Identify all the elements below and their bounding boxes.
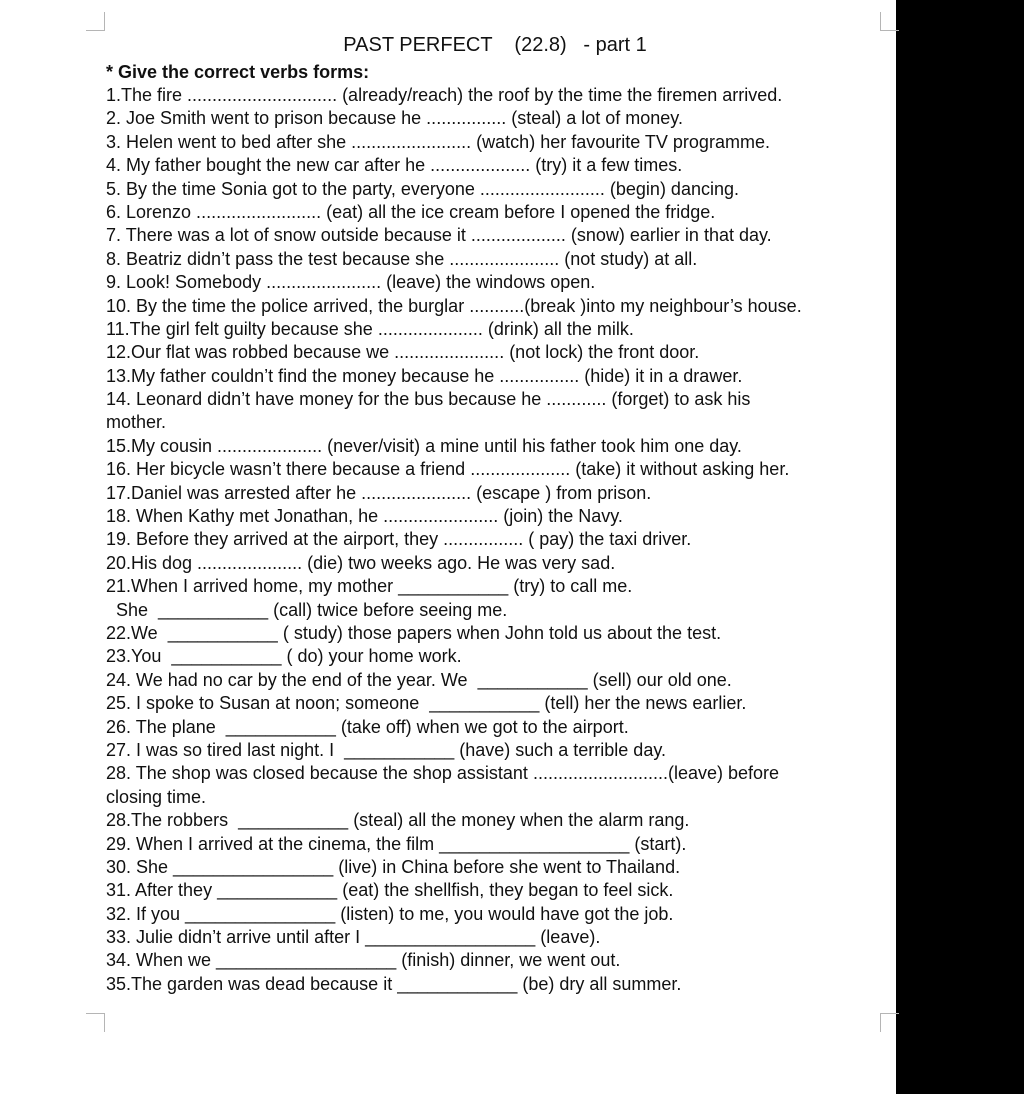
crop-mark-top-right (880, 12, 899, 31)
crop-mark-bottom-right (880, 1013, 899, 1032)
crop-mark-bottom-left (86, 1013, 105, 1032)
exercise-line: 24. We had no car by the end of the year. We ___________ (sell) our old one. (106, 669, 732, 690)
exercise-line: 8. Beatriz didn’t pass the test because she ...................... (not study) at all. (106, 248, 698, 269)
exercise-line: 30. She ________________ (live) in China before she went to Thailand. (106, 856, 681, 877)
exercise-line: 33. Julie didn’t arrive until after I _________________ (leave). (106, 927, 601, 948)
exercise-line: 1.The fire .............................. (already/reach) the roof by the time the firemen arrived. (106, 85, 783, 105)
exercise-line: 31. After they ____________ (eat) the shellfish, they began to feel sick. (106, 880, 674, 901)
exercise-line: 16. Her bicycle wasn’t there because a friend .................... (take) it without asking her. (106, 459, 790, 480)
exercise-line: 13.My father couldn’t find the money because he ................ (hide) it in a drawer. (106, 365, 743, 386)
exercise-line: 3. Helen went to bed after she ........................ (watch) her favourite TV programme. (106, 131, 770, 152)
exercise-line: closing time. (106, 786, 207, 807)
exercise-line: 34. When we __________________ (finish) dinner, we went out. (106, 950, 621, 971)
exercise-line: 4. My father bought the new car after he .................... (try) it a few times. (106, 155, 683, 176)
exercise-line: 5. By the time Sonia got to the party, everyone ......................... (begin) dancing. (106, 178, 739, 199)
exercise-line: 19. Before they arrived at the airport, they ................ ( pay) the taxi driver. (106, 529, 692, 550)
black-edge-band (896, 0, 1024, 1094)
exercise-line: 17.Daniel was arrested after he ...................... (escape ) from prison. (106, 482, 652, 503)
exercise-line: 7. There was a lot of snow outside because it ................... (snow) earlier in that day. (106, 225, 772, 246)
exercise-line: 26. The plane ___________ (take off) when we got to the airport. (106, 716, 629, 737)
exercise-line: 28. The shop was closed because the shop assistant ...........................(leave) before (106, 763, 780, 784)
exercise-line: 10. By the time the police arrived, the burglar ...........(break )into my neighbour’s house. (106, 295, 802, 316)
exercise-line: 27. I was so tired last night. I ___________ (have) such a terrible day. (106, 739, 666, 760)
exercise-line: 21.When I arrived home, my mother ___________ (try) to call me. (106, 576, 633, 597)
exercise-line: 25. I spoke to Susan at noon; someone ___________ (tell) her the news earlier. (106, 693, 747, 714)
exercise-line: 15.My cousin ..................... (never/visit) a mine until his father took him one day. (106, 435, 742, 456)
exercise-line: 35.The garden was dead because it ____________ (be) dry all summer. (106, 973, 682, 994)
exercise-line: 32. If you _______________ (listen) to me, you would have got the job. (106, 903, 674, 924)
exercise-list (106, 84, 896, 996)
exercise-line: mother. (106, 412, 167, 433)
exercise-line: 18. When Kathy met Jonathan, he ....................... (join) the Navy. (106, 506, 623, 527)
exercise-line: 14. Leonard didn’t have money for the bus because he ............ (forget) to ask his (106, 389, 751, 410)
exercise-line: 29. When I arrived at the cinema, the film ___________________ (start). (106, 833, 687, 854)
exercise-line: 28.The robbers ___________ (steal) all the money when the alarm rang. (106, 810, 690, 831)
exercise-line: 9. Look! Somebody ....................... (leave) the windows open. (106, 272, 596, 293)
crop-mark-top-left (86, 12, 105, 31)
exercise-line: 2. Joe Smith went to prison because he ................ (steal) a lot of money. (106, 108, 683, 129)
exercise-line: She ___________ (call) twice before seeing me. (116, 599, 508, 620)
exercise-line: 6. Lorenzo ......................... (eat) all the ice cream before I opened the fridge. (106, 201, 716, 222)
exercise-line: 22.We ___________ ( study) those papers when John told us about the test. (106, 622, 722, 643)
page-title: PAST PERFECT (22.8) - part 1 (343, 34, 647, 56)
instruction-text: * Give the correct verbs forms: (106, 62, 370, 82)
exercise-line: 12.Our flat was robbed because we ...................... (not lock) the front door. (106, 342, 700, 363)
exercise-line: 11.The girl felt guilty because she ..................... (drink) all the milk. (106, 318, 634, 339)
exercise-line: 20.His dog ..................... (die) two weeks ago. He was very sad. (106, 552, 616, 573)
exercise-line: 23.You ___________ ( do) your home work. (106, 646, 462, 667)
